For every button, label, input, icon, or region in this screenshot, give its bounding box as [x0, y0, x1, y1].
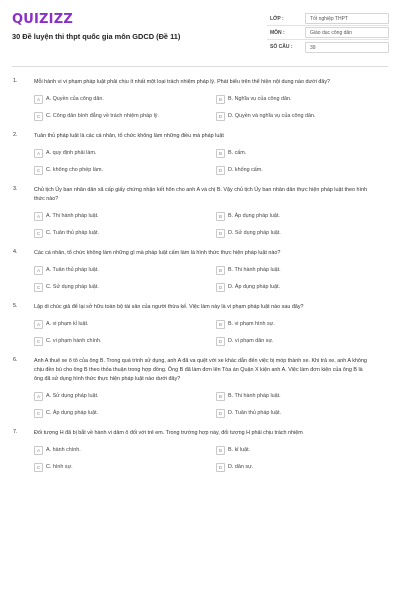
option-text: B. Áp dụng pháp luật.	[228, 213, 280, 219]
question-item	[0, 186, 400, 239]
answer-option[interactable]	[216, 210, 386, 222]
answer-option[interactable]	[34, 281, 216, 293]
option-text: B. vi phạm hình sự.	[228, 321, 275, 327]
option-letter-box[interactable]: D	[216, 337, 225, 346]
option-letter-box[interactable]: C	[34, 229, 43, 238]
option-letter-box[interactable]: D	[216, 229, 225, 238]
question-item	[0, 303, 400, 347]
option-letter-box[interactable]: B	[216, 446, 225, 455]
option-letter-box[interactable]: A	[34, 446, 43, 455]
question-item	[0, 78, 400, 122]
answer-option[interactable]	[216, 390, 386, 402]
option-letter-box[interactable]: B	[216, 266, 225, 275]
answer-option[interactable]	[216, 318, 386, 330]
option-letter-box[interactable]: B	[216, 212, 225, 221]
option-text: A. Quyền của công dân.	[46, 96, 104, 102]
question-text: Anh A thuê xe ô tô của ông B. Trong quá trình sử dụng, anh A đã va quệt với xe khác dẫn đến việc bị móp thành xe. Khi trả xe, anh A không chịu đền bù cho ông B theo thỏa thuận trong hợp đồng. Ông B đã làm đơn lên Tòa án Quận X kiện anh A. Việc làm đơn kiện của ông B là ông đã sử dụng hình thức thực hiện pháp luật nào dưới đây?	[34, 358, 367, 382]
option-letter-box[interactable]: D	[216, 283, 225, 292]
answer-option[interactable]	[216, 264, 386, 276]
question-number: 7.	[13, 429, 18, 435]
option-text: A. vi phạm kỉ luật.	[46, 321, 89, 327]
option-letter-box[interactable]: C	[34, 337, 43, 346]
answer-option[interactable]	[34, 210, 216, 222]
option-text: B. Thi hành pháp luật.	[228, 267, 281, 273]
meta-value: Giáo dục công dân	[305, 27, 389, 38]
question-text: Tuân thủ pháp luật là các cá nhân, tổ chức không làm những điều mà pháp luật	[34, 133, 224, 139]
meta-value: 39	[305, 42, 389, 53]
answer-options	[34, 390, 400, 419]
question-item	[0, 249, 400, 293]
meta-key: LỚP :	[270, 15, 284, 22]
option-letter-box[interactable]: B	[216, 320, 225, 329]
option-letter-box[interactable]: A	[34, 149, 43, 158]
answer-option[interactable]	[34, 110, 216, 122]
answer-option[interactable]	[34, 147, 216, 159]
answer-options	[34, 264, 400, 293]
answer-option[interactable]	[34, 461, 216, 473]
option-letter-box[interactable]: A	[34, 392, 43, 401]
meta-key: SỐ CÂU :	[270, 44, 293, 50]
option-letter-box[interactable]: A	[34, 95, 43, 104]
option-text: B. Nghĩa vụ của công dân.	[228, 96, 292, 102]
option-text: D. Quyền và nghĩa vụ của công dân.	[228, 113, 316, 119]
option-text: B. kỉ luật.	[228, 447, 251, 453]
answer-option[interactable]	[216, 110, 386, 122]
option-text: D. dân sự.	[228, 464, 254, 470]
question-text: Mỗi hành vi vi phạm pháp luật phải chịu ít nhất một loại trách nhiệm pháp lý. Phát biểu trên thể hiện nội dung nào dưới đây?	[34, 79, 331, 85]
meta-key: MÔN :	[270, 29, 285, 36]
option-letter-box[interactable]: B	[216, 95, 225, 104]
option-letter-box[interactable]: C	[34, 112, 43, 121]
worksheet-header	[0, 0, 400, 66]
question-number: 3.	[13, 186, 18, 192]
option-letter-box[interactable]: D	[216, 409, 225, 418]
question-list	[0, 78, 400, 483]
answer-option[interactable]	[34, 407, 216, 419]
question-text: Chủ tịch Ủy ban nhân dân xã cấp giấy chứng nhận kết hôn cho anh A và chị B. Vậy chủ tịch Ủy ban nhân dân thực hiện pháp luật theo hình thức nào?	[34, 187, 367, 202]
meta-row-question-count	[267, 40, 389, 54]
option-text: A. Sử dụng pháp luật.	[46, 393, 99, 399]
option-letter-box[interactable]: C	[34, 283, 43, 292]
answer-option[interactable]	[34, 390, 216, 402]
option-text: B. Thi hành pháp luật.	[228, 393, 281, 399]
option-text: C. hình sự.	[46, 464, 73, 470]
meta-row-subject	[267, 26, 389, 40]
option-text: C. không cho phép làm.	[46, 167, 103, 173]
option-text: C. Công dân bình đẳng về trách nhiệm pháp lý.	[46, 113, 159, 119]
answer-option[interactable]	[216, 281, 386, 293]
question-number: 5.	[13, 303, 18, 309]
option-text: C. vi phạm hành chính.	[46, 338, 102, 344]
question-number: 4.	[13, 249, 18, 255]
answer-option[interactable]	[34, 93, 216, 105]
question-number: 6.	[13, 357, 18, 363]
option-text: A. Tuân thủ pháp luật.	[46, 267, 99, 273]
question-text: Đối tượng H đã bị bắt về hành vi dâm ô đối với trẻ em. Trong trường hợp này, đối tượng H phải chịu trách nhiệm	[34, 430, 303, 436]
option-text: A. Thi hành pháp luật.	[46, 213, 99, 219]
question-text: Lập di chúc giả để lại sở hữu toàn bộ tài sản của người thừa kế. Việc làm này là vi phạm pháp luật nào sau đây?	[34, 304, 304, 310]
option-letter-box[interactable]: A	[34, 266, 43, 275]
answer-options	[34, 93, 400, 122]
answer-option[interactable]	[216, 93, 386, 105]
option-text: C. Áp dụng pháp luật.	[46, 410, 99, 416]
answer-options	[34, 147, 400, 176]
answer-option[interactable]	[216, 407, 386, 419]
option-letter-box[interactable]: B	[216, 149, 225, 158]
answer-option[interactable]	[34, 335, 216, 347]
answer-option[interactable]	[216, 164, 386, 176]
meta-row-class	[267, 12, 389, 26]
worksheet-title: 30 Đề luyện thi thpt quốc gia môn GDCD (Đề 11)	[12, 32, 181, 41]
option-letter-box[interactable]: D	[216, 166, 225, 175]
answer-options	[34, 444, 400, 473]
answer-option[interactable]	[34, 264, 216, 276]
answer-option[interactable]	[216, 335, 386, 347]
option-text: D. Tuân thủ pháp luật.	[228, 410, 282, 416]
option-text: C. Tuân thủ pháp luật.	[46, 230, 100, 236]
quizizz-logo: QUIZIZZ	[12, 12, 73, 27]
answer-option[interactable]	[34, 164, 216, 176]
option-letter-box[interactable]: C	[34, 463, 43, 472]
answer-option[interactable]	[216, 147, 386, 159]
option-text: D. Áp dụng pháp luật.	[228, 284, 281, 290]
question-text: Các cá nhân, tổ chức không làm những gì mà pháp luật cấm làm là hình thức thực hiện pháp luật nào?	[34, 250, 281, 256]
option-text: A. hành chính.	[46, 447, 81, 453]
answer-option[interactable]	[216, 461, 386, 473]
option-letter-box[interactable]: B	[216, 392, 225, 401]
header-divider	[12, 66, 388, 67]
question-item	[0, 357, 400, 419]
answer-option[interactable]	[216, 227, 386, 239]
answer-options	[34, 210, 400, 239]
answer-options	[34, 318, 400, 347]
option-text: B. cấm.	[228, 150, 247, 156]
question-number: 2.	[13, 132, 18, 138]
option-text: C. Sử dụng pháp luật.	[46, 284, 99, 290]
option-letter-box[interactable]: D	[216, 112, 225, 121]
answer-option[interactable]	[34, 444, 216, 456]
option-letter-box[interactable]: A	[34, 320, 43, 329]
option-letter-box[interactable]: A	[34, 212, 43, 221]
option-letter-box[interactable]: D	[216, 463, 225, 472]
option-text: D. Sử dụng pháp luật.	[228, 230, 281, 236]
answer-option[interactable]	[34, 318, 216, 330]
option-letter-box[interactable]: C	[34, 409, 43, 418]
answer-option[interactable]	[216, 444, 386, 456]
option-text: D. vi phạm dân sự.	[228, 338, 274, 344]
option-text: A. quy định phải làm.	[46, 150, 97, 156]
meta-value: Tốt nghiệp THPT	[305, 13, 389, 24]
option-text: D. khống cấm.	[228, 167, 263, 173]
question-item	[0, 132, 400, 176]
question-number: 1.	[13, 78, 18, 84]
option-letter-box[interactable]: C	[34, 166, 43, 175]
worksheet-meta-table	[267, 12, 389, 54]
answer-option[interactable]	[34, 227, 216, 239]
question-item	[0, 429, 400, 473]
